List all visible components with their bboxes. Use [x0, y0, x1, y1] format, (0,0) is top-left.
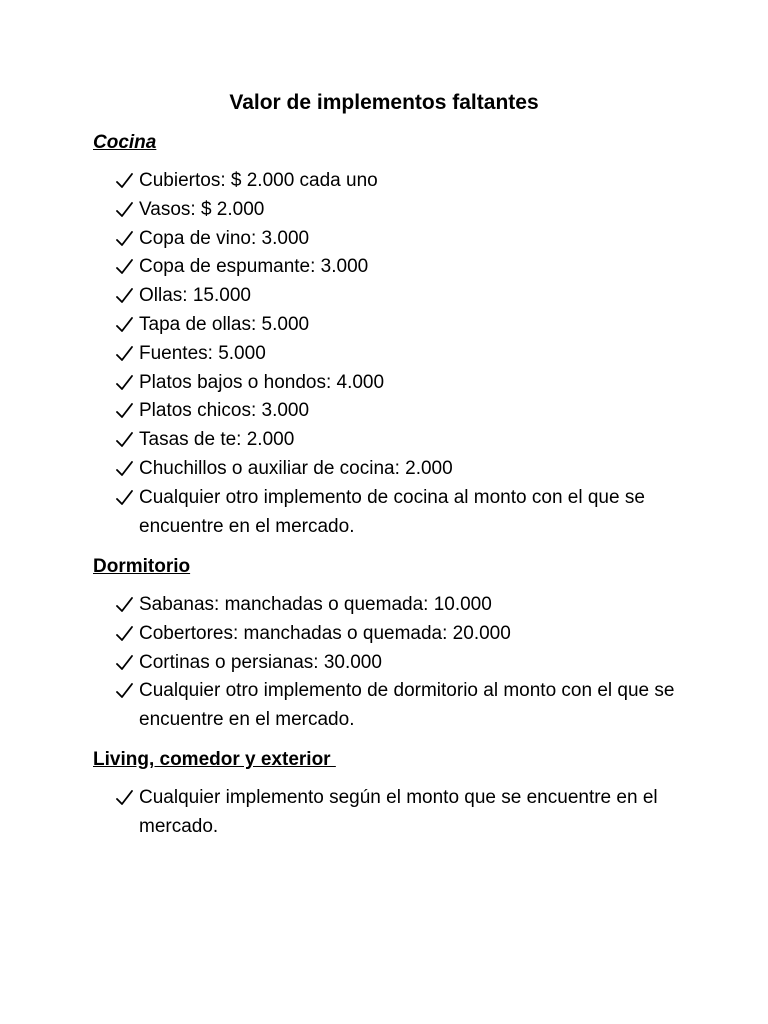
- list-item: [115, 784, 715, 842]
- list-item: [115, 455, 715, 484]
- section-heading-dormitorio: Dormitorio: [93, 556, 191, 577]
- list-item-text: Tasas de te: 2.000: [139, 429, 295, 451]
- list-item: [115, 167, 715, 196]
- list-item: [115, 369, 715, 398]
- list-item: [115, 677, 715, 735]
- check-icon: [115, 591, 135, 619]
- list-item-text: Cualquier otro implemento de dormitorio al monto con el que se encuentre en el mercado.: [139, 680, 675, 731]
- cocina-list: [115, 167, 715, 541]
- check-icon: [115, 225, 135, 253]
- list-item: [115, 426, 715, 455]
- list-item: [115, 282, 715, 311]
- list-item: [115, 397, 715, 426]
- list-item: [115, 340, 715, 369]
- check-icon: [115, 196, 135, 224]
- list-item-text: Platos chicos: 3.000: [139, 400, 310, 422]
- list-item-text: Copa de espumante: 3.000: [139, 256, 369, 278]
- check-icon: [115, 167, 135, 195]
- check-icon: [115, 397, 135, 425]
- check-icon: [115, 620, 135, 648]
- list-item-text: Cubiertos: $ 2.000 cada uno: [139, 170, 378, 191]
- list-item-text: Chuchillos o auxiliar de cocina: 2.000: [139, 457, 453, 479]
- section-heading-cocina: Cocina: [93, 132, 157, 153]
- living-list: [115, 784, 715, 842]
- check-icon: [115, 649, 135, 677]
- document-title: Valor de implementos faltantes: [229, 91, 539, 114]
- list-item: [115, 225, 715, 254]
- list-item-text: Copa de vino: 3.000: [139, 227, 310, 249]
- list-item: [115, 649, 715, 678]
- list-item-text: Ollas: 15.000: [139, 285, 251, 307]
- check-icon: [115, 253, 135, 281]
- check-icon: [115, 677, 135, 705]
- check-icon: [115, 282, 135, 310]
- list-item: [115, 620, 715, 649]
- check-icon: [115, 340, 135, 368]
- list-item-text: Cobertores: manchadas o quemada: 20.000: [139, 622, 511, 644]
- check-icon: [115, 484, 135, 512]
- section-heading-living: Living, comedor y exterior: [93, 749, 336, 770]
- check-icon: [115, 455, 135, 483]
- list-item: [115, 591, 715, 620]
- list-item: [115, 253, 715, 282]
- list-item-text: Tapa de ollas: 5.000: [139, 313, 310, 335]
- list-item-text: Platos bajos o hondos: 4.000: [139, 371, 385, 393]
- list-item: [115, 484, 715, 542]
- list-item-text: Fuentes: 5.000: [139, 342, 266, 364]
- list-item: [115, 196, 715, 225]
- check-icon: [115, 369, 135, 397]
- list-item-text: Cortinas o persianas: 30.000: [139, 651, 382, 673]
- check-icon: [115, 426, 135, 454]
- check-icon: [115, 784, 135, 812]
- dormitorio-list: [115, 591, 715, 735]
- list-item-text: Vasos: $ 2.000: [139, 198, 265, 220]
- list-item: [115, 311, 715, 340]
- list-item-text: Cualquier implemento según el monto que se encuentre en el mercado.: [139, 787, 658, 837]
- list-item-text: Cualquier otro implemento de cocina al monto con el que se encuentre en el mercado.: [139, 486, 645, 537]
- list-item-text: Sabanas: manchadas o quemada: 10.000: [139, 594, 492, 615]
- check-icon: [115, 311, 135, 339]
